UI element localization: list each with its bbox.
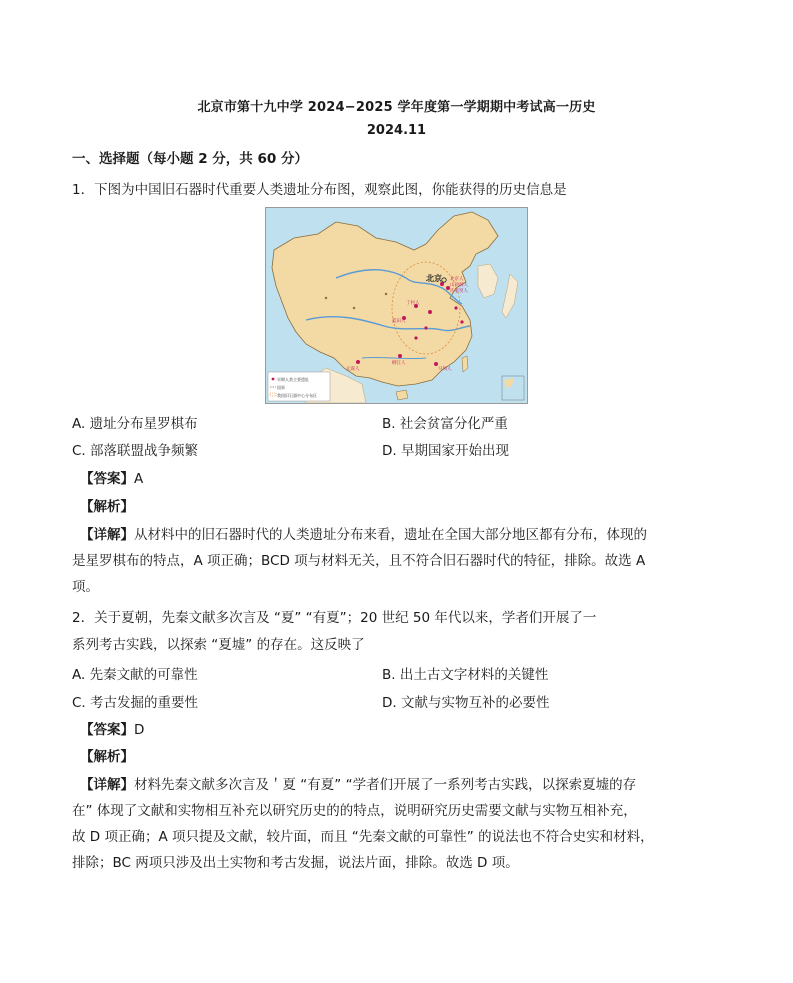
- exam-date: 2024.11: [366, 123, 427, 138]
- q1-map-figure: [265, 207, 528, 404]
- q1-stem: 1．下图为中国旧石器时代重要人类遗址分布图，观察此图，你能获得的历史信息是: [72, 182, 567, 198]
- q1-answer-label: 【答案】: [80, 471, 134, 487]
- site-marker: [385, 293, 387, 295]
- site-label-lantian: 蓝田人: [392, 319, 406, 324]
- q1-analysis: [80, 497, 134, 517]
- q2-answer-value: D: [134, 722, 145, 738]
- legend-zone: 我国旧石器中心分布区: [277, 393, 317, 398]
- site-label-liujiang: 柳江人: [392, 361, 406, 366]
- q1-detail-line-1: 【详解】从材料中的旧石器时代的人类遗址分布来看，遗址在全国大部分地区都有分布，体现的: [80, 527, 647, 543]
- q1-answer-value: A: [134, 471, 144, 487]
- site-label-shandingdong: 山顶洞人: [450, 283, 468, 288]
- q2-answer-label: 【答案】: [80, 722, 134, 738]
- legend-site-icon: [272, 378, 275, 381]
- q2-stem-line-2: 系列考古实践，以探索 “夏墟” 的存在。这反映了: [72, 637, 365, 653]
- q2-analysis-label: 【解析】: [80, 749, 134, 765]
- q1-detail: [72, 522, 712, 600]
- legend-border: 国界: [277, 385, 285, 390]
- q2-option-d: D. 文献与实物互补的必要性: [382, 695, 550, 711]
- q2-detail-line-3: 故 D 项正确；A 项只提及文献，较片面，而且 “先秦文献的可靠性” 的说法也不符合史实和材料，: [72, 829, 654, 845]
- hainan-island: [396, 390, 408, 400]
- exam-title: 北京市第十九中学 2024−2025 学年度第一学期期中考试高一历史: [197, 100, 596, 115]
- site-label-beijing: 北京人: [450, 277, 464, 282]
- site-label-maba: 马坝人: [438, 367, 452, 372]
- q2-stem-line-1: 2．关于夏朝，先秦文献多次言及 “夏” “有夏”；20 世纪 50 年代以来，学者们开展了一: [72, 610, 597, 626]
- site-marker: [428, 310, 432, 314]
- q2-option-a: A. 先秦文献的可靠性: [72, 667, 198, 683]
- china-paleolithic-sites-map: [266, 208, 527, 403]
- site-marker: [460, 320, 463, 323]
- q2-analysis: [80, 747, 134, 767]
- q2-detail-label: 【详解】: [80, 777, 134, 793]
- q1-option-c: C. 部落联盟战争频繁: [72, 443, 199, 459]
- q2-detail: [72, 772, 712, 876]
- site-marker: [353, 307, 355, 309]
- site-label-yuanmou: 元谋人: [346, 367, 360, 372]
- q2-answer: [80, 720, 144, 740]
- q1-option-a: A. 遗址分布星罗棋布: [72, 416, 198, 432]
- q1-detail-label: 【详解】: [80, 527, 134, 543]
- site-marker: [414, 336, 417, 339]
- site-marker: [398, 354, 402, 358]
- section-heading: 一、选择题（每小题 2 分，共 60 分）: [72, 151, 308, 167]
- legend-sites: 旱期人类主要遗址: [277, 377, 309, 382]
- site-marker: [424, 326, 427, 329]
- site-marker: [325, 297, 327, 299]
- q1-option-b: B. 社会贫富分化严重: [382, 416, 508, 432]
- q2-option-c: C. 考古发掘的重要性: [72, 695, 199, 711]
- q1-answer: [80, 469, 143, 489]
- site-marker: [356, 360, 360, 364]
- site-label-xujiayao: 许家窑人: [450, 289, 468, 294]
- site-label-dingcun: 丁村人: [406, 301, 420, 306]
- q2-option-b: B. 出土古文字材料的关键性: [382, 667, 549, 683]
- q1-detail-line-2: 是星罗棋布的特点，A 项正确；BCD 项与材料无关，且不符合旧石器时代的特征，排除。故选 A: [72, 553, 646, 569]
- site-marker: [434, 362, 438, 366]
- q1-option-d: D. 早期国家开始出现: [382, 443, 509, 459]
- q1-detail-line-3: 项。: [72, 579, 99, 595]
- beijing-label: 北京: [426, 274, 442, 283]
- q1-analysis-label: 【解析】: [80, 499, 134, 515]
- q2-detail-line-4: 排除；BC 两项只涉及出土实物和考古发掘，说法片面，排除。故选 D 项。: [72, 855, 519, 871]
- q2-detail-line-2: 在” 体现了文献和实物相互补充以研究历史的的特点，说明研究历史需要文献与实物互相补充，: [72, 803, 637, 819]
- q2-detail-line-1: 【详解】材料先秦文献多次言及＇夏 “有夏” “学者们开展了一系列考古实践，以探索夏墟的存: [80, 777, 637, 793]
- site-marker: [454, 306, 457, 309]
